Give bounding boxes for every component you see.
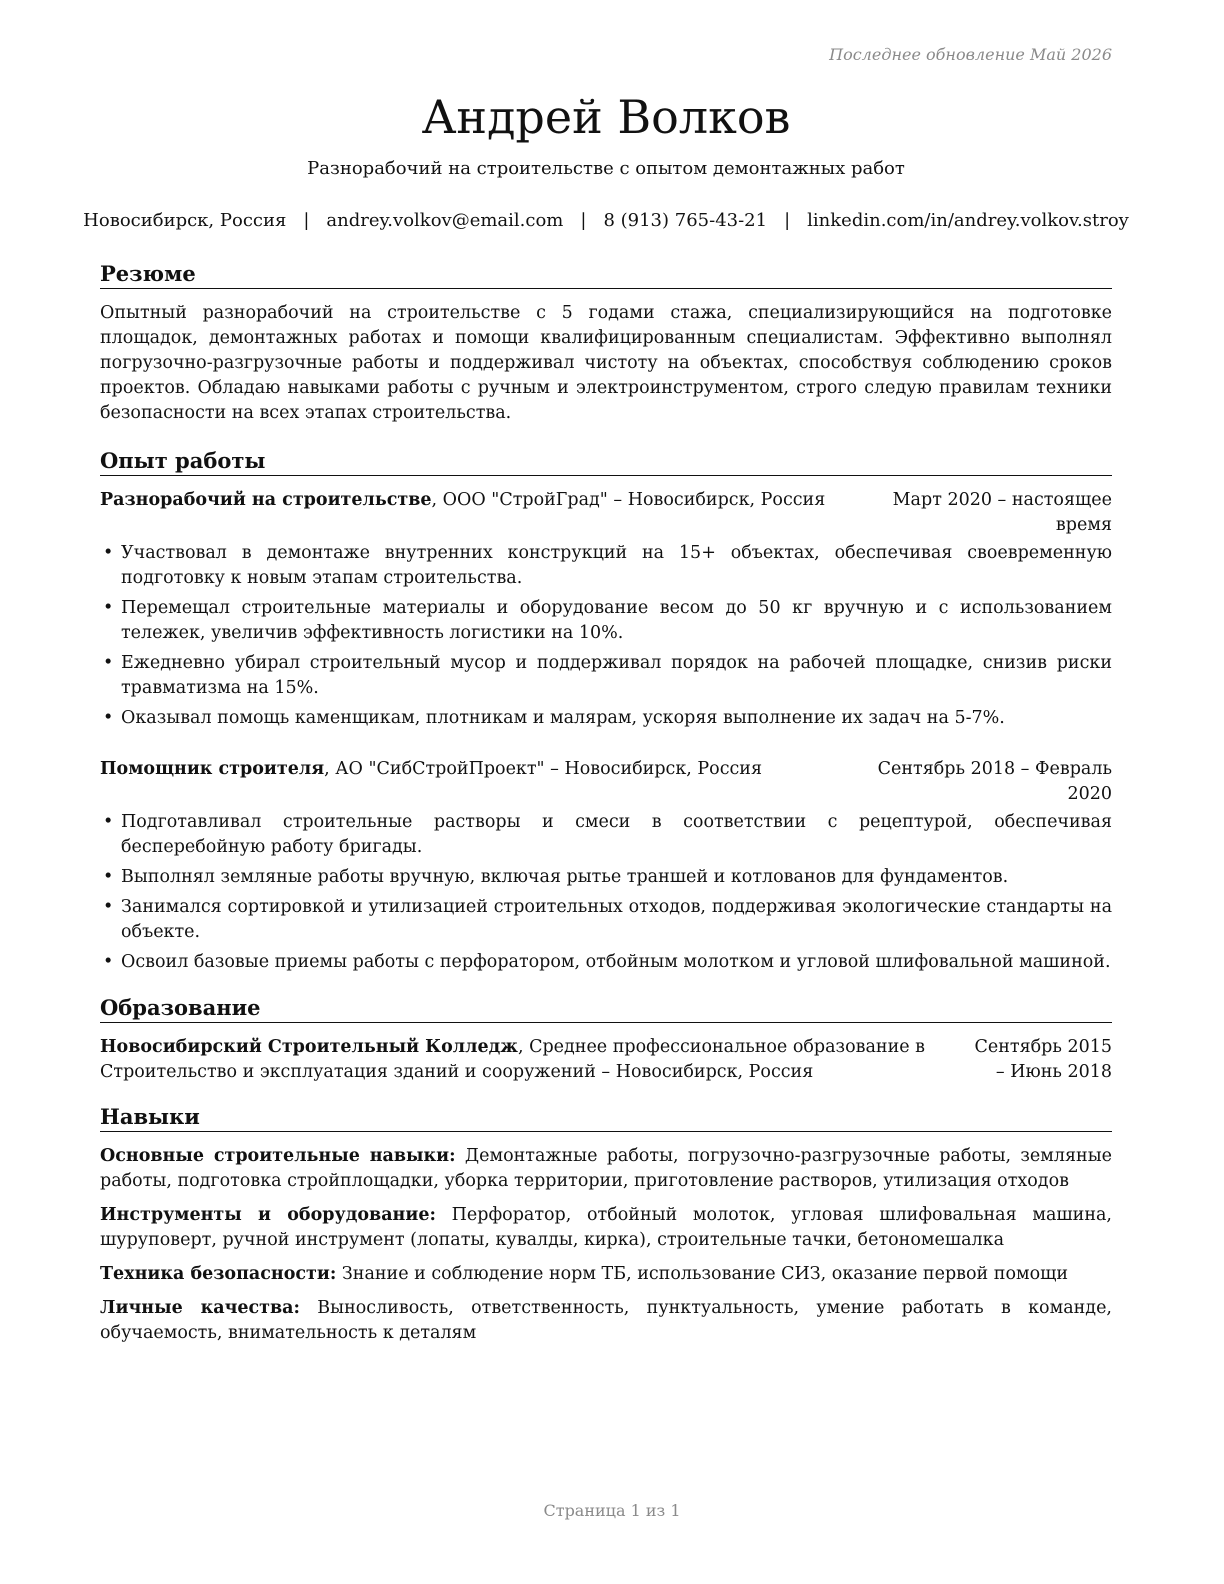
skill-group (100, 1262, 1112, 1287)
education-details: , Среднее профессиональное образование в Строительство и эксплуатация зданий и сооружений – Новосибирск, Россия (100, 1037, 926, 1082)
contact-email[interactable]: andrey.volkov@email.com (326, 210, 564, 231)
job-role: Разнорабочий на строительстве (100, 490, 432, 510)
section-title-experience: Опыт работы (100, 448, 1112, 476)
job-company: , АО "СибСтройПроект" – Новосибирск, Россия (324, 759, 763, 779)
job-bullet: • Перемещал строительные материалы и оборудование весом до 50 кг вручную и с использованием тележек, увеличив эффективность логистики на 10%. (100, 596, 1112, 646)
education-school: Новосибирский Строительный Колледж (100, 1037, 518, 1057)
contact-separator: | (580, 210, 587, 231)
contact-separator: | (303, 210, 310, 231)
job-entry (100, 488, 1112, 731)
skill-group-text: Демонтажные работы, погрузочно-разгрузочные работы, земляные работы, подготовка стройплощадки, уборка территории, приготовление растворов, утилизация отходов (100, 1146, 1112, 1191)
job-dates: Сентябрь 2018 – Февраль 2020 (877, 759, 1112, 804)
contact-separator: | (784, 210, 791, 231)
job-bullets (100, 810, 1112, 975)
headline: Разнорабочий на строительстве с опытом демонтажных работ (307, 158, 905, 179)
section-title-summary: Резюме (100, 261, 1112, 289)
job-bullets (100, 541, 1112, 731)
skill-group (100, 1144, 1112, 1194)
page-number: Страница 1 из 1 (543, 1501, 681, 1520)
job-title-line (100, 757, 872, 807)
section-title-skills: Навыки (100, 1104, 1112, 1132)
contact-bar (83, 209, 1129, 233)
education-entry (100, 1035, 1112, 1085)
experience-section (100, 448, 1112, 975)
job-title-line (100, 488, 872, 538)
job-dates: Март 2020 – настоящее время (892, 490, 1112, 535)
last-updated: Последнее обновление Май 2026 (829, 45, 1112, 64)
contact-location: Новосибирск, Россия (83, 210, 287, 231)
skill-group-label: Личные качества: (100, 1298, 300, 1318)
skill-group-label: Инструменты и оборудование: (100, 1205, 436, 1225)
skill-group (100, 1296, 1112, 1346)
contact-linkedin[interactable]: linkedin.com/in/andrey.volkov.stroy (807, 210, 1129, 231)
job-bullet: • Оказывал помощь каменщикам, плотникам и малярам, ускоряя выполнение их задач на 5-7%. (100, 706, 1112, 731)
summary-section (100, 261, 1112, 426)
skill-group (100, 1203, 1112, 1253)
job-bullet: • Участвовал в демонтаже внутренних конструкций на 15+ объектах, обеспечивая своевременную подготовку к новым этапам строительства. (100, 541, 1112, 591)
education-title-line (100, 1035, 962, 1085)
skill-group-label: Основные строительные навыки: (100, 1146, 456, 1166)
summary-text: Опытный разнорабочий на строительстве с 5 годами стажа, специализирующийся на подготовке площадок, демонтажных работах и помощи квалифицированным специалистам. Эффективно выполнял погрузочно-разгрузочные работы и поддерживал чистоту на объектах, способствуя соблюдению сроков проектов. Обладаю навыками работы с ручным и электроинструментом, строго следую правилам техники безопасности на всех этапах строительства. (100, 303, 1112, 423)
skill-group-label: Техника безопасности: (100, 1264, 337, 1284)
skills-section (100, 1104, 1112, 1346)
job-header (100, 488, 1112, 538)
job-company: , ООО "СтройГрад" – Новосибирск, Россия (431, 490, 826, 510)
job-bullet: • Выполнял земляные работы вручную, включая рытье траншей и котлованов для фундаментов. (100, 865, 1112, 890)
skill-group-text: Выносливость, ответственность, пунктуальность, умение работать в команде, обучаемость, внимательность к деталям (100, 1298, 1112, 1343)
education-dates: Сентябрь 2015 – Июнь 2018 (974, 1037, 1112, 1082)
section-title-education: Образование (100, 995, 1112, 1023)
job-entry (100, 757, 1112, 975)
job-bullet: • Занимался сортировкой и утилизацией строительных отходов, поддерживая экологические стандарты на объекте. (100, 895, 1112, 945)
job-header (100, 757, 1112, 807)
skill-group-text: Знание и соблюдение норм ТБ, использование СИЗ, оказание первой помощи (336, 1264, 1069, 1284)
job-role: Помощник строителя (100, 759, 325, 779)
candidate-name: Андрей Волков (421, 90, 791, 144)
job-bullet: • Освоил базовые приемы работы с перфоратором, отбойным молотком и угловой шлифовальной машиной. (100, 950, 1112, 975)
contact-phone[interactable]: 8 (913) 765-43-21 (603, 210, 768, 231)
job-bullet: • Ежедневно убирал строительный мусор и поддерживал порядок на рабочей площадке, снизив риски травматизма на 15%. (100, 651, 1112, 701)
education-section (100, 995, 1112, 1085)
job-bullet: • Подготавливал строительные растворы и смеси в соответствии с рецептурой, обеспечивая бесперебойную работу бригады. (100, 810, 1112, 860)
skill-group-text: Перфоратор, отбойный молоток, угловая шлифовальная машина, шуруповерт, ручной инструмент (лопаты, кувалды, кирка), строительные тачки, бетономешалка (100, 1205, 1112, 1250)
